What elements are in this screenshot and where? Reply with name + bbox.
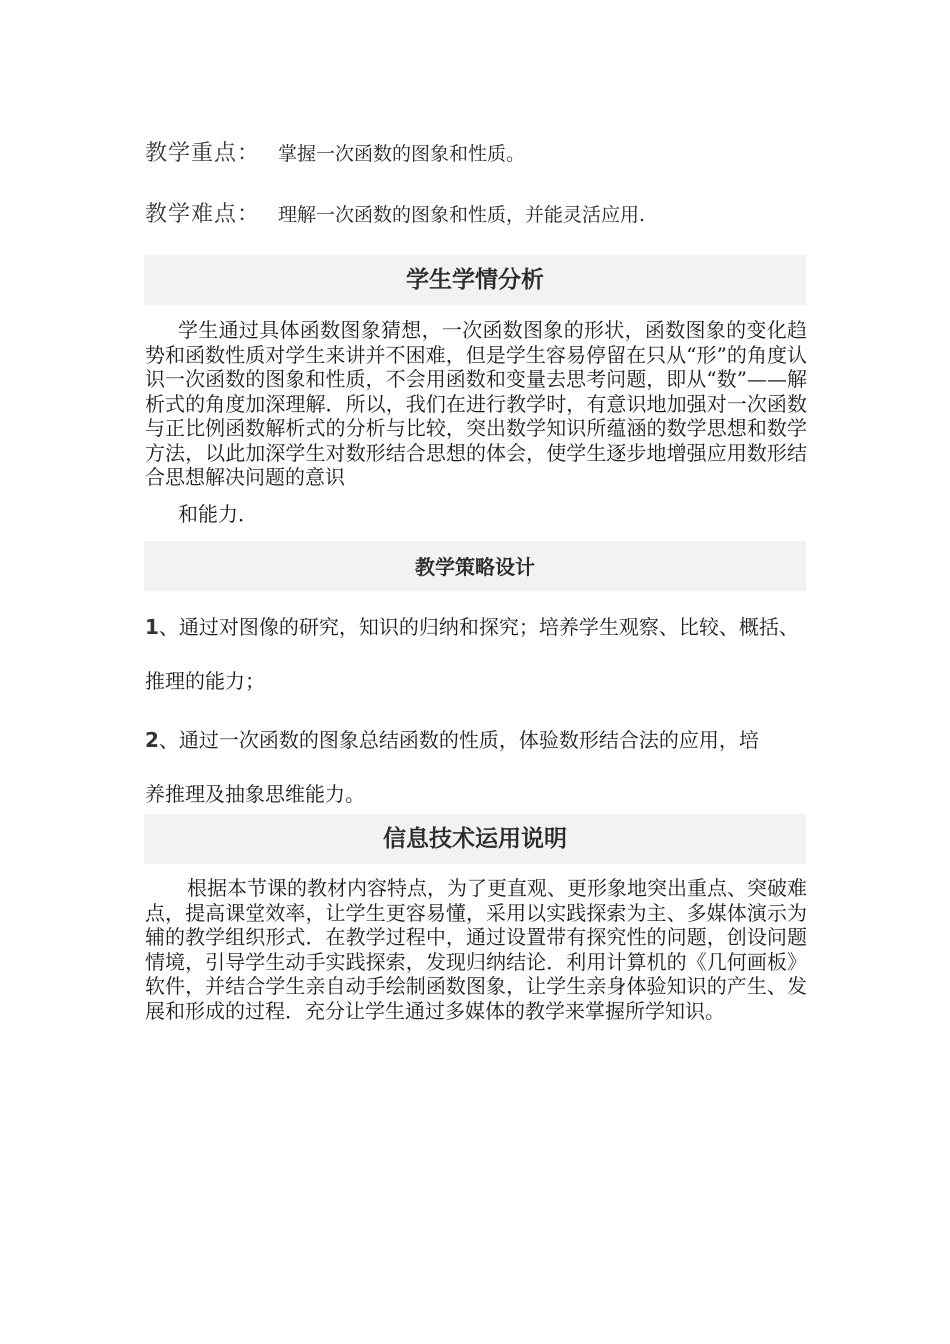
student-analysis-heading: 学生学情分析 bbox=[144, 255, 806, 305]
student-analysis-tail: 和能力． bbox=[178, 501, 258, 526]
strategy-item-1-line1 bbox=[145, 600, 825, 654]
teaching-focus-label: 教学重点： bbox=[145, 141, 261, 166]
teaching-focus-line bbox=[145, 136, 525, 167]
strategy-item-2-line2: 养推理及抽象思维能力。 bbox=[145, 782, 365, 806]
strategy-item-2-number: 2 bbox=[145, 728, 159, 752]
teaching-difficulty-line bbox=[145, 197, 645, 228]
teaching-difficulty-text: 理解一次函数的图象和性质，并能灵活应用. bbox=[278, 204, 646, 226]
strategy-item-1-text: 、通过对图像的研究，知识的归纳和探究；培养学生观察、比较、概括、 bbox=[158, 615, 799, 639]
student-analysis-body: 学生通过具体函数图象猜想，一次函数图象的形状，函数图象的变化趋势和函数性质对学生来讲并不困难，但是学生容易停留在只从“形”的角度认识一次函数的图象和性质，不会用函数和变量去思考问题，即从“数”——解析式的角度加深理解．所以，我们在进行教学时，有意识地加强对一次函数与正比例函数解析式的分析与比较，突出数学知识所蕴涵的数学思想和数学方法，以此加深学生对数形结合思想的体会，使学生逐步地增强应用数形结合思想解决问题的意识 bbox=[145, 318, 807, 489]
strategy-item-2-line1 bbox=[145, 713, 825, 767]
teaching-difficulty-label: 教学难点： bbox=[145, 202, 261, 227]
strategy-item-2 bbox=[145, 713, 825, 821]
strategy-item-2-text: 、通过一次函数的图象总结函数的性质，体验数形结合法的应用，培 bbox=[158, 728, 759, 752]
student-analysis-paragraph bbox=[145, 318, 807, 526]
it-usage-paragraph: 根据本节课的教材内容特点，为了更直观、更形象地突出重点、突破难点，提高课堂效率，让学生更容易懂，采用以实践探索为主、多媒体演示为辅的教学组织形式．在教学过程中，通过设置带有探究性的问题，创设问题情境，引导学生动手实践探索，发现归纳结论．利用计算机的《几何画板》软件，并结合学生亲自动手绘制函数图象，让学生亲身体验知识的产生、发展和形成的过程．充分让学生通过多媒体的教学来掌握所学知识。 bbox=[145, 876, 807, 1023]
teaching-strategy-heading: 教学策略设计 bbox=[144, 541, 806, 591]
it-usage-heading: 信息技术运用说明 bbox=[144, 814, 806, 864]
strategy-item-1 bbox=[145, 600, 825, 708]
strategy-item-1-line2: 推理的能力； bbox=[145, 669, 265, 693]
teaching-focus-text: 掌握一次函数的图象和性质。 bbox=[278, 143, 526, 165]
strategy-item-1-number: 1 bbox=[145, 615, 159, 639]
